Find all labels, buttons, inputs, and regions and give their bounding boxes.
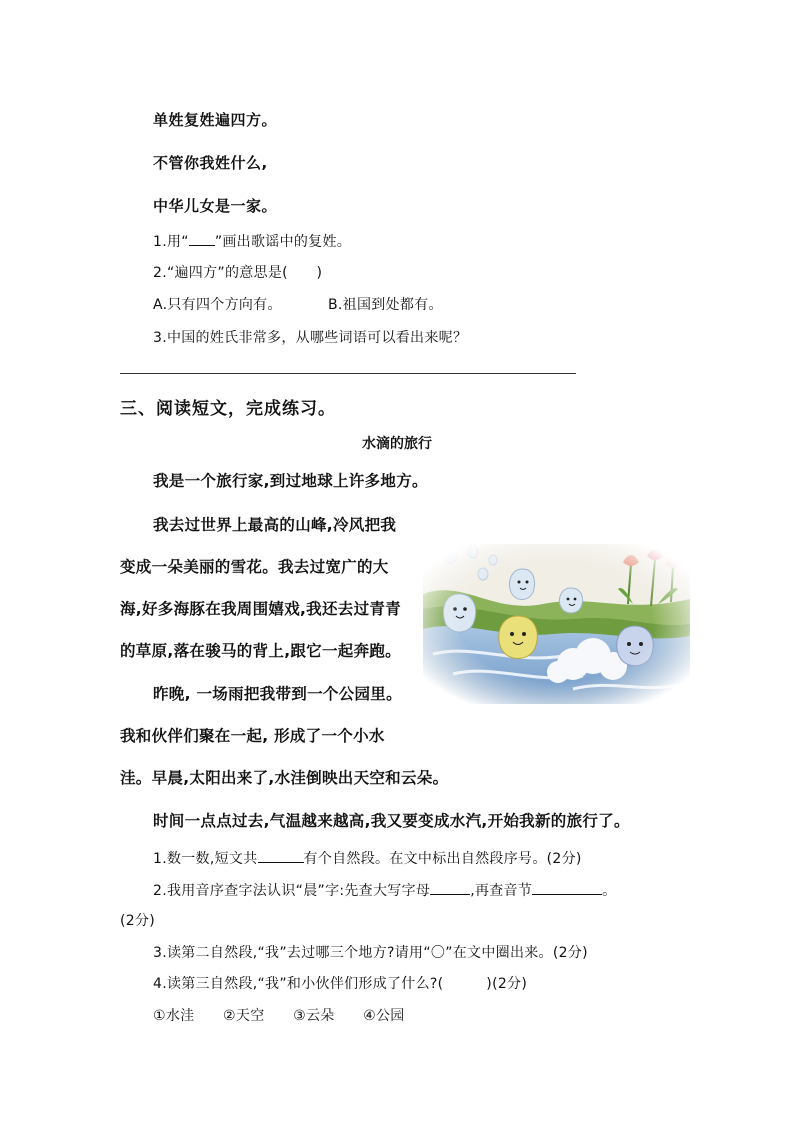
poem-line-3: 中华儿女是一家。 <box>153 197 278 215</box>
question-2-2: 2.“遍四方”的意思是( ) <box>153 265 323 281</box>
question-3-3: 3.读第二自然段,“我”去过哪三个地方?请用“〇”在文中圈出来。(2分) <box>153 945 588 961</box>
answer-blank-syllable[interactable] <box>532 880 602 895</box>
paragraph-2-line-2: 变成一朵美丽的雪花。我去过宽广的大 <box>120 558 389 576</box>
question-3-4-options: ①水洼 ②天空 ③云朵 ④公园 <box>153 1008 405 1024</box>
section-heading: 三、阅读短文，完成练习。 <box>120 399 336 419</box>
paragraph-2-line-4: 的草原,落在骏马的背上,跟它一起奔跑。 <box>120 642 401 660</box>
paragraph-3-line-3: 洼。早晨,太阳出来了,水洼倒映出天空和云朵。 <box>120 769 449 787</box>
paragraph-3-line-1: 昨晚, 一场雨把我带到一个公园里。 <box>153 685 402 703</box>
paragraph-2-line-1: 我去过世界上最高的山峰,冷风把我 <box>153 516 397 534</box>
option-a: A.只有四个方向有。 <box>153 297 282 313</box>
answer-blank[interactable] <box>189 231 215 246</box>
passage-title: 水滴的旅行 <box>362 436 432 452</box>
question-3-2-middle: ,再查音节 <box>470 883 533 899</box>
question-3-1-after: 有个自然段。在文中标出自然段序号。(2分) <box>303 851 582 867</box>
answer-blank-paragraph-count[interactable] <box>258 848 304 863</box>
poem-line-1: 单姓复姓遍四方。 <box>153 111 278 129</box>
poem-line-2: 不管你我姓什么, <box>153 154 268 172</box>
paragraph-1: 我是一个旅行家,到过地球上许多地方。 <box>153 472 428 490</box>
question-3-4: 4.读第三自然段,“我”和小伙伴们形成了什么?( )(2分) <box>153 976 528 992</box>
question-2-3: 3.中国的姓氏非常多，从哪些词语可以看出来呢？ <box>153 330 468 346</box>
paragraph-2-line-3: 海,好多海豚在我周围嬉戏,我还去过青青 <box>120 600 401 618</box>
question-3-2-before: 2.我用音序查字法认识“晨”字:先查大写字母 <box>153 883 431 899</box>
answer-line[interactable] <box>120 373 576 374</box>
water-drops-illustration <box>423 544 690 704</box>
paragraph-3-line-2: 我和伙伴们聚在一起, 形成了一个小水 <box>120 727 385 745</box>
question-2-1 <box>153 231 351 251</box>
question-3-2 <box>153 880 616 900</box>
question-2-1-after: ”画出歌谣中的复姓。 <box>214 234 352 250</box>
answer-blank-letter[interactable] <box>430 880 470 895</box>
option-b: B.祖国到处都有。 <box>328 297 443 313</box>
illustration-svg <box>423 544 690 704</box>
question-3-1-before: 1.数一数,短文共 <box>153 851 258 867</box>
question-3-2-score: (2分) <box>120 913 156 929</box>
question-3-2-end: 。 <box>602 883 617 899</box>
question-2-1-before: 1.用“ <box>153 234 189 250</box>
question-3-1 <box>153 848 582 868</box>
paragraph-4: 时间一点点过去,气温越来越高,我又要变成水汽,开始我新的旅行了。 <box>153 812 630 830</box>
